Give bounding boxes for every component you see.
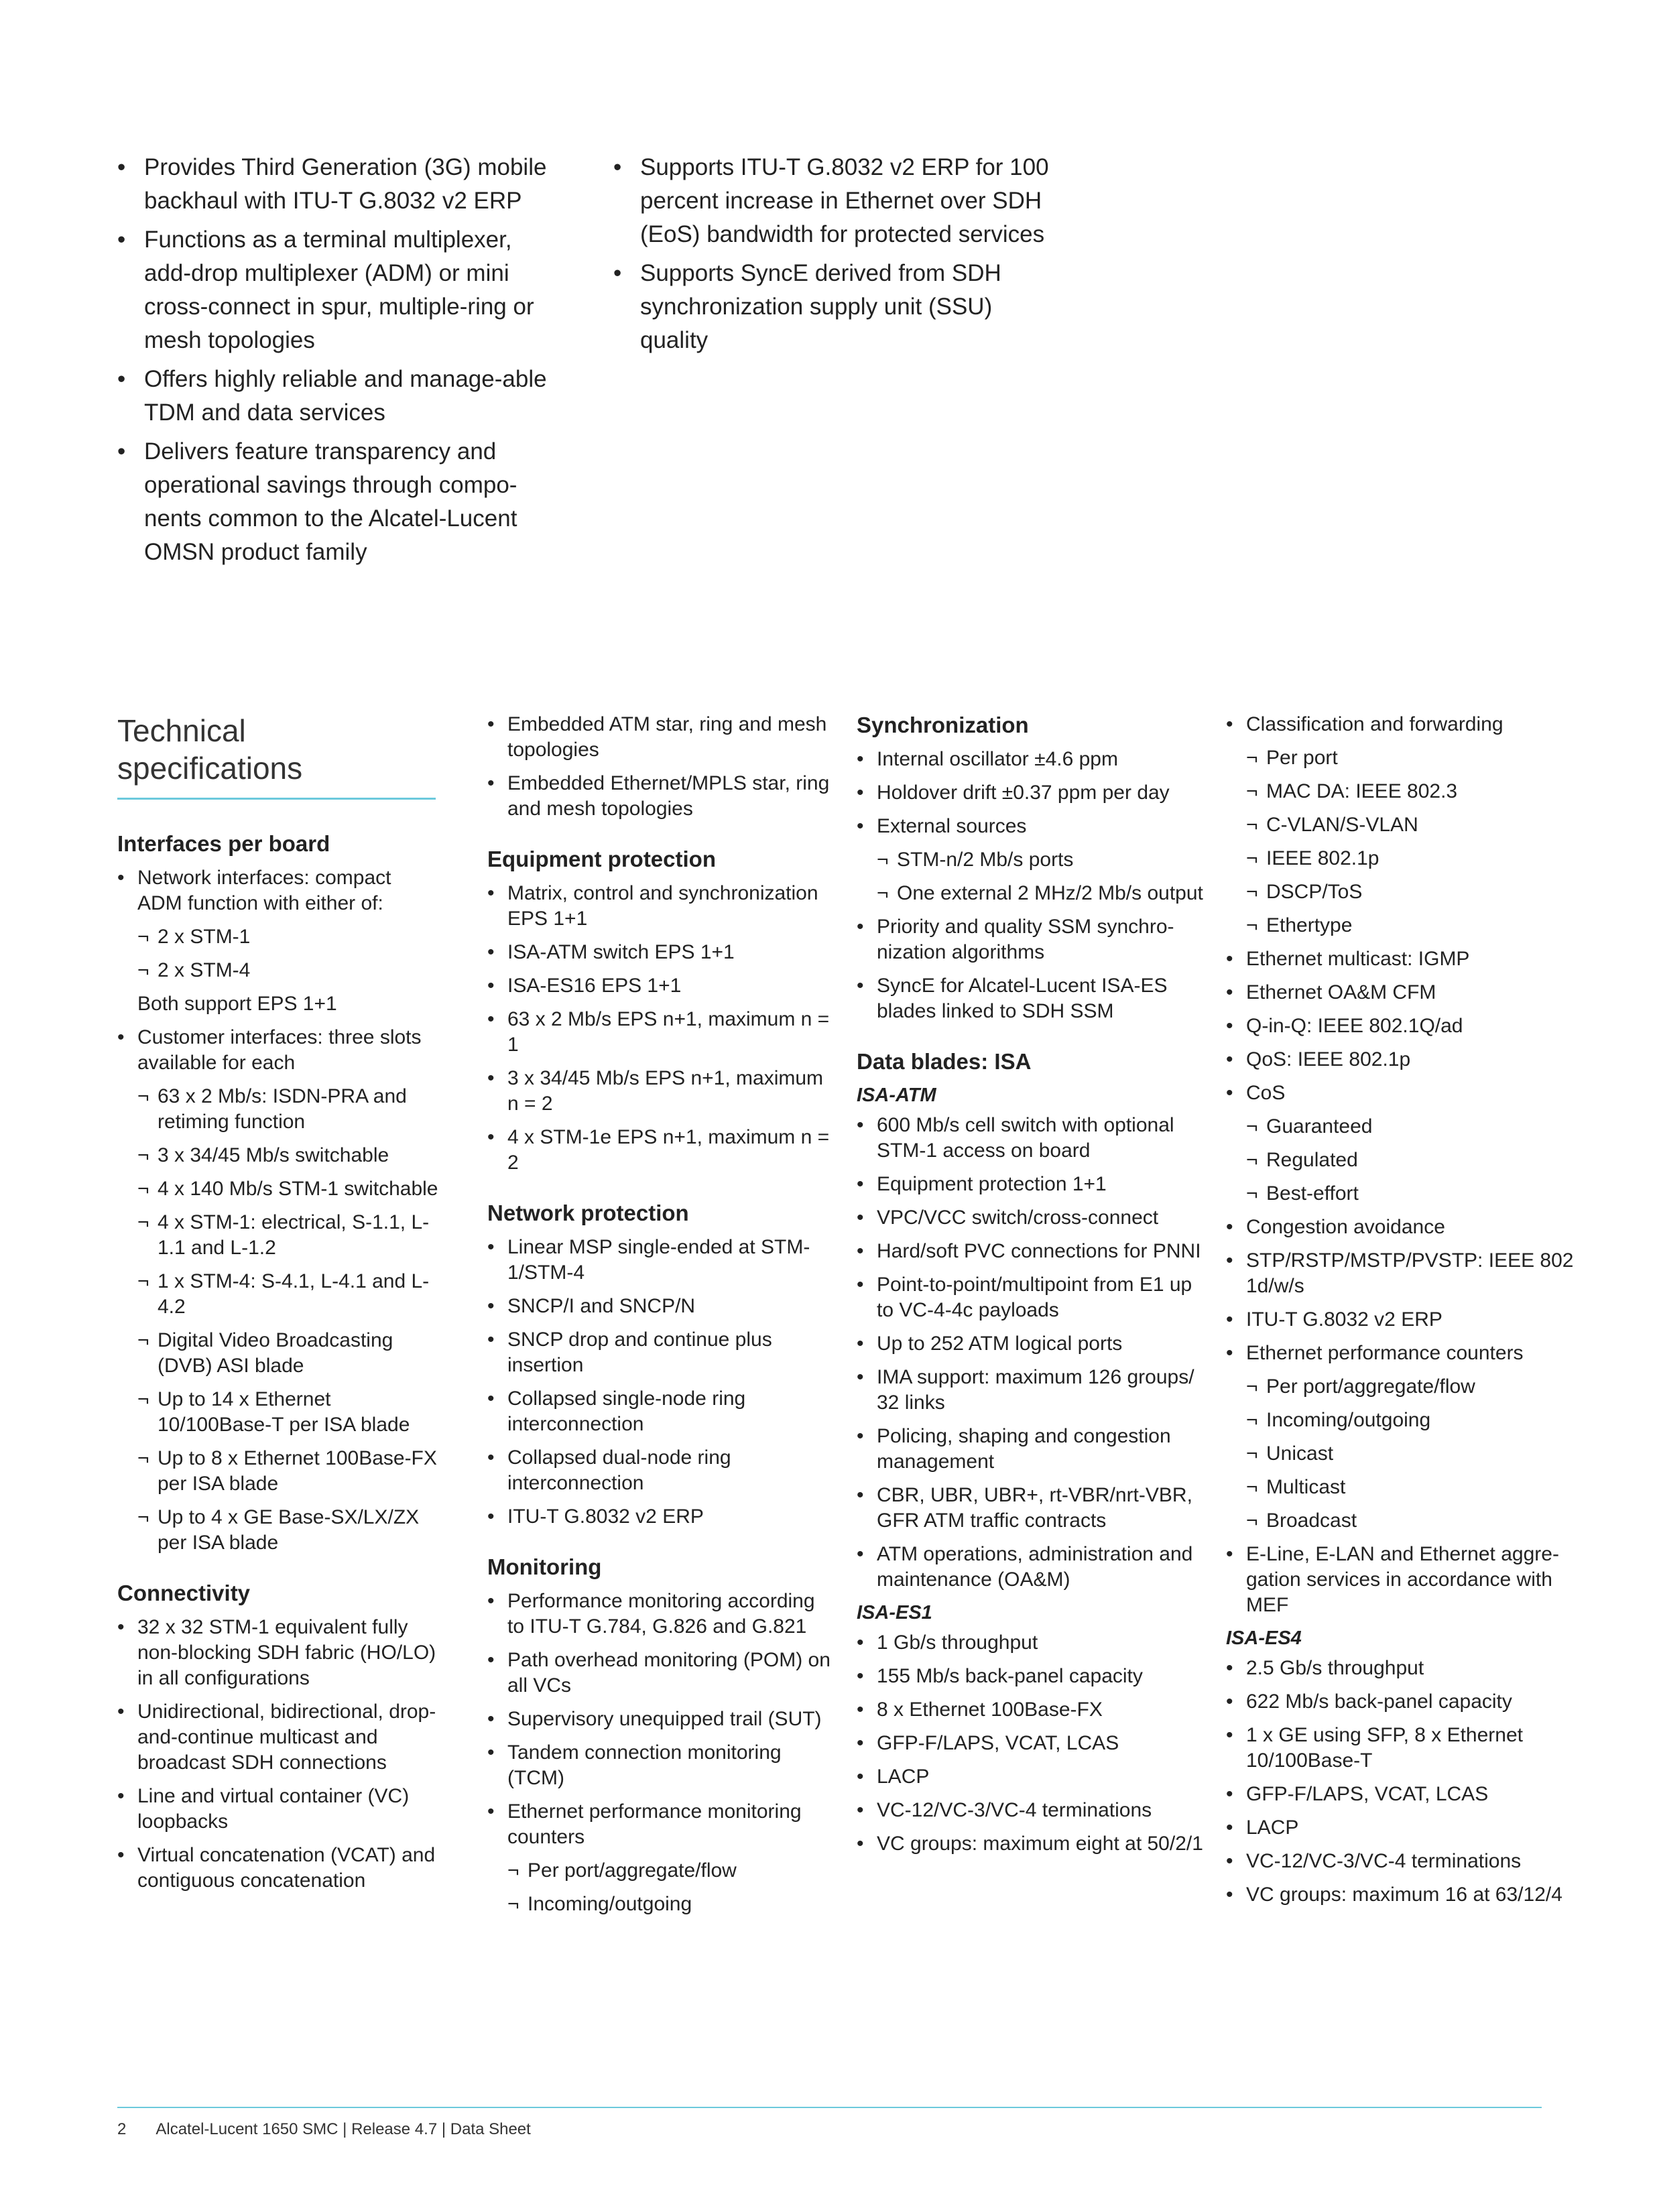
list-note: Both support EPS 1+1 xyxy=(137,993,337,1015)
list-item: • Priority and quality SSM synchro-nization algorithms xyxy=(857,914,1205,965)
sub-list-item: ¬ 2 x STM-4 xyxy=(117,958,439,983)
list-item: • VC groups: maximum eight at 50/2/1 xyxy=(857,1831,1205,1857)
sub-list-item: ¬ DSCP/ToS xyxy=(1226,879,1575,905)
list-item: • Classification and forwarding xyxy=(1226,712,1575,737)
list-item: • Network interfaces: compact ADM function with either of: xyxy=(117,865,439,916)
spec-column-3 xyxy=(857,712,1205,1865)
list-item: • VPC/VCC switch/cross-connect xyxy=(857,1205,1205,1231)
sub-list-item: ¬ Per port/aggregate/flow xyxy=(487,1858,836,1884)
list-item: • 1 Gb/s throughput xyxy=(857,1630,1205,1656)
list-item: • GFP-F/LAPS, VCAT, LCAS xyxy=(1226,1782,1575,1807)
list-item: • Point-to-point/multipoint from E1 up to VC-4-4c payloads xyxy=(857,1272,1205,1323)
connectivity-list xyxy=(117,1615,439,1894)
list-item: • GFP-F/LAPS, VCAT, LCAS xyxy=(857,1731,1205,1756)
interfaces-heading: Interfaces per board xyxy=(117,831,330,856)
sub-list-item: ¬ Up to 14 x Ethernet 10/100Base-T per ISA blade xyxy=(117,1387,439,1438)
list-item: • Performance monitoring according to ITU-T G.784, G.826 and G.821 xyxy=(487,1589,836,1640)
list-item: • Embedded ATM star, ring and mesh topologies xyxy=(487,712,836,763)
list-item: • Ethernet OA&M CFM xyxy=(1226,980,1575,1005)
list-item: • SNCP drop and continue plus insertion xyxy=(487,1327,836,1378)
sub-list-item: ¬ 63 x 2 Mb/s: ISDN-PRA and retiming function xyxy=(117,1084,439,1135)
list-item: • Line and virtual container (VC) loopbacks xyxy=(117,1784,439,1835)
list-item: • QoS: IEEE 802.1p xyxy=(1226,1047,1575,1072)
monitoring-list xyxy=(487,1589,836,1917)
sub-list-item: ¬ Multicast xyxy=(1226,1475,1575,1500)
benefit-item: • Offers highly reliable and manage-able TDM and data services xyxy=(117,363,560,430)
list-item: • LACP xyxy=(1226,1815,1575,1841)
spec-column-2 xyxy=(487,712,836,1925)
list-item: • External sources xyxy=(857,814,1205,839)
isa-atm-subheading: ISA-ATM xyxy=(857,1085,936,1106)
ethernet-features-list xyxy=(1226,712,1575,1618)
isa-atm-list xyxy=(857,1113,1205,1593)
sub-list-item: ¬ Per port/aggregate/flow xyxy=(1226,1374,1575,1400)
list-item: • Linear MSP single-ended at STM-1/STM-4 xyxy=(487,1235,836,1286)
list-item: • Ethernet multicast: IGMP xyxy=(1226,946,1575,972)
network-protection-heading: Network protection xyxy=(487,1201,689,1225)
list-item: • 4 x STM-1e EPS n+1, maximum n = 2 xyxy=(487,1125,836,1176)
benefit-item: • Supports SyncE derived from SDH synchronization supply unit (SSU) quality xyxy=(613,257,1056,357)
list-item: • Internal oscillator ±4.6 ppm xyxy=(857,747,1205,772)
spec-column-1 xyxy=(117,712,439,1902)
benefit-item: • Provides Third Generation (3G) mobile backhaul with ITU-T G.8032 v2 ERP xyxy=(117,151,560,218)
list-item: • Policing, shaping and congestion management xyxy=(857,1424,1205,1475)
page-footer xyxy=(117,2119,531,2140)
benefit-item: • Functions as a terminal multiplexer, add-drop multiplexer (ADM) or mini cross-connect in spur, multiple-ring or mesh topologies xyxy=(117,223,560,357)
list-item: • Congestion avoidance xyxy=(1226,1215,1575,1240)
sub-list-item: ¬ MAC DA: IEEE 802.3 xyxy=(1226,779,1575,804)
monitoring-heading: Monitoring xyxy=(487,1554,602,1579)
list-item: • Virtual concatenation (VCAT) and contiguous concatenation xyxy=(117,1843,439,1894)
list-item: • Matrix, control and synchronization EPS 1+1 xyxy=(487,881,836,932)
sub-list-item: ¬ 1 x STM-4: S-4.1, L-4.1 and L-4.2 xyxy=(117,1269,439,1320)
list-item: • ISA-ES16 EPS 1+1 xyxy=(487,973,836,999)
isa-es1-subheading: ISA-ES1 xyxy=(857,1602,932,1623)
sub-list-item: ¬ Up to 4 x GE Base-SX/LX/ZX per ISA blade xyxy=(117,1505,439,1556)
list-item: • Supervisory unequipped trail (SUT) xyxy=(487,1707,836,1732)
list-item: • VC-12/VC-3/VC-4 terminations xyxy=(857,1798,1205,1823)
sub-list-item: ¬ 3 x 34/45 Mb/s switchable xyxy=(117,1143,439,1168)
interfaces-list xyxy=(117,865,439,1556)
sub-list-item: ¬ IEEE 802.1p xyxy=(1226,846,1575,871)
sub-list-item: ¬ 2 x STM-1 xyxy=(117,924,439,950)
list-item: • 63 x 2 Mb/s EPS n+1, maximum n = 1 xyxy=(487,1007,836,1058)
benefit-item: • Delivers feature transparency and operational savings through compo-nents common to the Alcatel-Lucent OMSN product family xyxy=(117,435,560,569)
page-number: 2 xyxy=(117,2120,127,2138)
intro-benefits-left xyxy=(117,151,560,574)
sub-list-item: ¬ Digital Video Broadcasting (DVB) ASI blade xyxy=(117,1328,439,1379)
sub-list-item: ¬ Guaranteed xyxy=(1226,1114,1575,1140)
list-item: • 2.5 Gb/s throughput xyxy=(1226,1656,1575,1681)
sub-list-item: ¬ Per port xyxy=(1226,745,1575,771)
list-item: • IMA support: maximum 126 groups/ 32 links xyxy=(857,1365,1205,1416)
sub-list-item: ¬ 4 x STM-1: electrical, S-1.1, L-1.1 and L-1.2 xyxy=(117,1210,439,1261)
sub-list-item: ¬ Up to 8 x Ethernet 100Base-FX per ISA blade xyxy=(117,1446,439,1497)
synchronization-heading: Synchronization xyxy=(857,713,1029,737)
sub-list-item: ¬ One external 2 MHz/2 Mb/s output xyxy=(857,881,1205,906)
list-item: • ITU-T G.8032 v2 ERP xyxy=(487,1504,836,1530)
list-item: • Customer interfaces: three slots available for each xyxy=(117,1025,439,1076)
sub-list-item: ¬ 4 x 140 Mb/s STM-1 switchable xyxy=(117,1176,439,1202)
network-protection-list xyxy=(487,1235,836,1530)
list-item: • VC-12/VC-3/VC-4 terminations xyxy=(1226,1849,1575,1874)
sub-list-item: ¬ Regulated xyxy=(1226,1148,1575,1173)
footer-text: Alcatel-Lucent 1650 SMC | Release 4.7 | Data Sheet xyxy=(156,2120,531,2138)
list-item: • 8 x Ethernet 100Base-FX xyxy=(857,1697,1205,1723)
footer-divider xyxy=(117,2107,1542,2108)
list-item: • Holdover drift ±0.37 ppm per day xyxy=(857,780,1205,806)
connectivity-heading: Connectivity xyxy=(117,1581,251,1605)
data-blades-heading: Data blades: ISA xyxy=(857,1049,1032,1074)
sub-list-item: ¬ STM-n/2 Mb/s ports xyxy=(857,847,1205,873)
topology-list xyxy=(487,712,836,822)
list-item: • LACP xyxy=(857,1764,1205,1790)
equipment-protection-heading: Equipment protection xyxy=(487,847,716,871)
isa-es1-list xyxy=(857,1630,1205,1857)
list-item: • Equipment protection 1+1 xyxy=(857,1172,1205,1197)
list-item: • ISA-ATM switch EPS 1+1 xyxy=(487,940,836,965)
list-item: • 32 x 32 STM-1 equivalent fully non-blocking SDH fabric (HO/LO) in all configurations xyxy=(117,1615,439,1691)
list-item: • 1 x GE using SFP, 8 x Ethernet 10/100Base-T xyxy=(1226,1723,1575,1774)
intro-benefits-right xyxy=(613,151,1056,363)
sub-list-item: ¬ Unicast xyxy=(1226,1441,1575,1467)
synchronization-list xyxy=(857,747,1205,1024)
isa-es4-subheading: ISA-ES4 xyxy=(1226,1627,1302,1649)
list-item: • Collapsed single-node ring interconnection xyxy=(487,1386,836,1437)
list-item: • Ethernet performance counters xyxy=(1226,1341,1575,1366)
list-item: • 600 Mb/s cell switch with optional STM-1 access on board xyxy=(857,1113,1205,1164)
sub-list-item: ¬ Incoming/outgoing xyxy=(1226,1408,1575,1433)
list-item: • Ethernet performance monitoring counters xyxy=(487,1799,836,1850)
list-item: • VC groups: maximum 16 at 63/12/4 xyxy=(1226,1882,1575,1908)
list-item: • ATM operations, administration and maintenance (OA&M) xyxy=(857,1542,1205,1593)
list-item: • Tandem connection monitoring (TCM) xyxy=(487,1740,836,1791)
equipment-protection-list xyxy=(487,881,836,1176)
list-item: • STP/RSTP/MSTP/PVSTP: IEEE 802 1d/w/s xyxy=(1226,1248,1575,1299)
sub-list-item: ¬ C-VLAN/S-VLAN xyxy=(1226,812,1575,838)
list-item: • 155 Mb/s back-panel capacity xyxy=(857,1664,1205,1689)
list-item: • Unidirectional, bidirectional, drop-and-continue multicast and broadcast SDH connections xyxy=(117,1699,439,1776)
list-item: • CBR, UBR, UBR+, rt-VBR/nrt-VBR, GFR ATM traffic contracts xyxy=(857,1483,1205,1534)
sub-list-item: ¬ Broadcast xyxy=(1226,1508,1575,1534)
list-item: • Q-in-Q: IEEE 802.1Q/ad xyxy=(1226,1013,1575,1039)
list-item: • Embedded Ethernet/MPLS star, ring and mesh topologies xyxy=(487,771,836,822)
section-title: Technical specifications xyxy=(117,712,436,800)
list-item: • Up to 252 ATM logical ports xyxy=(857,1331,1205,1357)
list-item: • Path overhead monitoring (POM) on all VCs xyxy=(487,1648,836,1699)
list-item: • E-Line, E-LAN and Ethernet aggre-gation services in accordance with MEF xyxy=(1226,1542,1575,1618)
list-item: • CoS xyxy=(1226,1081,1575,1106)
list-item: • ITU-T G.8032 v2 ERP xyxy=(1226,1307,1575,1333)
benefit-item: • Supports ITU-T G.8032 v2 ERP for 100 percent increase in Ethernet over SDH (EoS) bandwidth for protected services xyxy=(613,151,1056,251)
list-item: • 3 x 34/45 Mb/s EPS n+1, maximum n = 2 xyxy=(487,1066,836,1117)
sub-list-item: ¬ Incoming/outgoing xyxy=(487,1892,836,1917)
list-item: • SyncE for Alcatel-Lucent ISA-ES blades linked to SDH SSM xyxy=(857,973,1205,1024)
list-item: • 622 Mb/s back-panel capacity xyxy=(1226,1689,1575,1715)
isa-es4-list xyxy=(1226,1656,1575,1908)
sub-list-item: ¬ Best-effort xyxy=(1226,1181,1575,1207)
list-item: • Hard/soft PVC connections for PNNI xyxy=(857,1239,1205,1264)
list-item: • SNCP/I and SNCP/N xyxy=(487,1294,836,1319)
list-item: • Collapsed dual-node ring interconnection xyxy=(487,1445,836,1496)
spec-column-4 xyxy=(1226,712,1575,1916)
sub-list-item: ¬ Ethertype xyxy=(1226,913,1575,938)
